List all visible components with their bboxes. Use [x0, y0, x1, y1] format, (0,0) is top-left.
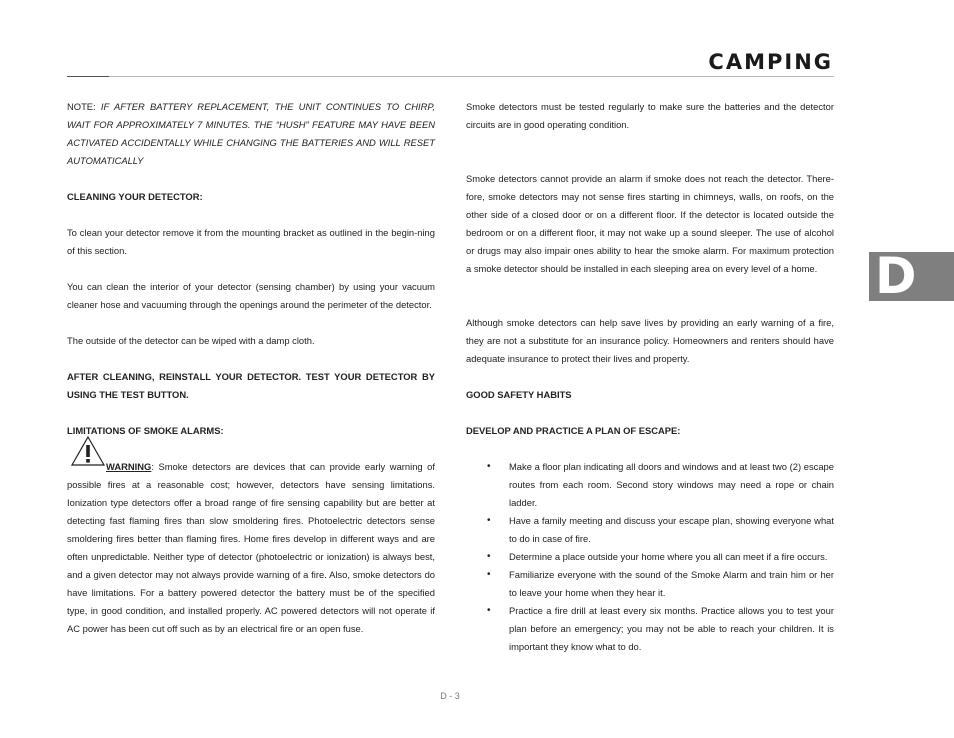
note-label: NOTE:: [67, 101, 101, 112]
testing-paragraph: Smoke detectors must be tested regularly to make sure the batteries and the detector circuits are in good operating condition.: [466, 101, 834, 130]
limitations-paragraph: Smoke detectors cannot provide an alarm if smoke does not reach the detector. There-fore, smoke detectors may not sense fires starting in chimneys, walls, on roofs, on the other side of a closed door or on a different floor. If the detector is located outside the bedroom or on a different floor, it may not wake up a sound sleeper. The use of alcohol or drugs may also impair ones ability to hear the smoke alarm. For maximum protection a smoke detector should be installed in each sleeping area on every level of a home.: [466, 173, 834, 274]
cleaning-heading: CLEANING YOUR DETECTOR:: [67, 191, 203, 202]
left-column: [67, 98, 435, 638]
header-rule-accent: [67, 76, 109, 77]
note-text: IF AFTER BATTERY REPLACEMENT, THE UNIT CONTINUES TO CHIRP, WAIT FOR APPROXIMATELY 7 MINUTES. THE “HUSH” FEATURE MAY HAVE BEEN ACTIVATED ACCIDENTALLY WHILE CHANGING THE BATTERIES AND WILL RESET AUTOMATICALLY: [67, 101, 435, 166]
warning-label: WARNING: [106, 461, 152, 472]
list-item: • Practice a fire drill at least every six months. Practice allows you to test your plan before an emergency; you may not be able to reach your children. It is important they know what to do.: [466, 602, 834, 656]
page-number: D - 3: [440, 691, 460, 701]
list-item: • Have a family meeting and discuss your escape plan, showing everyone what to do in case of fire.: [466, 512, 834, 548]
list-item: • Determine a place outside your home where you all can meet if a fire occurs.: [466, 548, 834, 566]
cleaning-paragraph-2: You can clean the interior of your detector (sensing chamber) by using your vacuum cleaner hose and vacuuming through the openings around the perimeter of the detector.: [67, 281, 435, 310]
cleaning-paragraph-3: The outside of the detector can be wiped with a damp cloth.: [67, 335, 315, 346]
insurance-paragraph: Although smoke detectors can help save lives by providing an early warning of a fire, they are not a substitute for an insurance policy. Homeowners and renters should have adequate insurance to protect their lives and property.: [466, 317, 834, 364]
limitations-heading: LIMITATIONS OF SMOKE ALARMS:: [67, 425, 224, 436]
escape-plan-list: [466, 458, 834, 656]
warning-paragraph: [67, 458, 435, 638]
right-column: [466, 98, 834, 656]
header-rule: [67, 76, 834, 77]
warning-triangle-icon: [70, 435, 106, 467]
escape-plan-heading: DEVELOP AND PRACTICE A PLAN OF ESCAPE:: [466, 425, 681, 436]
page-title: CAMPING: [708, 50, 833, 74]
reinstall-instruction: AFTER CLEANING, REINSTALL YOUR DETECTOR. TEST YOUR DETECTOR BY USING THE TEST BUTTON.: [67, 371, 435, 400]
safety-habits-heading: GOOD SAFETY HABITS: [466, 389, 572, 400]
section-tab: [869, 247, 954, 305]
list-item: • Familiarize everyone with the sound of the Smoke Alarm and train him or her to leave your home when they hear it.: [466, 566, 834, 602]
battery-note: [67, 98, 435, 170]
cleaning-paragraph-1: To clean your detector remove it from the mounting bracket as outlined in the begin-ning of this section.: [67, 227, 435, 256]
section-tab-letter: D: [875, 247, 917, 305]
list-item: • Make a floor plan indicating all doors and windows and at least two (2) escape routes from each room. Second story windows may need a rope or chain ladder.: [466, 458, 834, 512]
warning-text: : Smoke detectors are devices that can provide early warning of possible fires at a reasonable cost; however, detectors have sensing limitations. Ionization type detectors offer a broad range of fire sensing capability but are better at detecting fast flaming fires than slow smoldering fires. Photoelectric detectors sense smoldering fires better than flaming fires. Home fires develop in different ways and are often unpredictable. Neither type of detector (photoelectric or ionization) is always best, and a given detector may not always provide warning of a fire. Also, smoke detectors do have limitations. For a battery powered detector the battery must be of the specified type, in good condition, and installed properly. AC powered detectors will not operate if AC power has been cut off such as by an electrical fire or an open fuse.: [67, 461, 435, 634]
